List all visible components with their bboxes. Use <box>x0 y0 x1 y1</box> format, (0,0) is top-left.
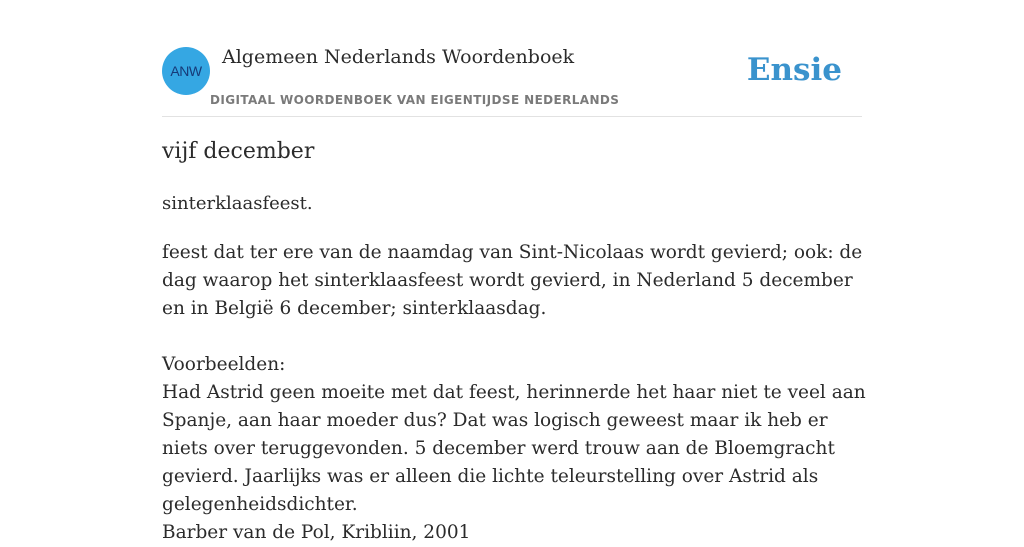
example-source: Barber van de Pol, Kribliin, 2001 <box>162 522 471 543</box>
spacer <box>162 323 866 351</box>
examples-label: Voorbeelden: <box>162 354 286 375</box>
definition-text: feest dat ter ere van de naamdag van Sint-Nicolaas wordt gevierd; ook: de dag waarop het sinterklaasfeest wordt gevierd, in Nederland 5 december en in België 6 december; sinterklaasdag. <box>162 242 863 319</box>
entry-body <box>162 239 866 547</box>
short-definition: sinterklaasfeest. <box>162 193 313 214</box>
site-header <box>162 0 862 117</box>
content-container <box>162 0 866 543</box>
site-subtitle: DIGITAAL WOORDENBOEK VAN EIGENTIJDSE NEDERLANDS <box>210 93 620 107</box>
example-text: Had Astrid geen moeite met dat feest, herinnerde het haar niet te veel aan Spanje, aan haar moeder dus? Dat was logisch geweest maar ik heb er niets over teruggevonden. 5 december werd trouw aan de Bloemgracht gevierd. Jaarlijks was er alleen die lichte teleurstelling over Astrid als gelegenheidsdichter. <box>162 382 866 515</box>
ensie-brand-link[interactable]: Ensie <box>746 52 842 88</box>
site-title[interactable]: Algemeen Nederlands Woordenboek <box>222 46 575 68</box>
entry-title: vijf december <box>162 139 315 164</box>
anw-logo[interactable]: ANW <box>162 47 210 95</box>
